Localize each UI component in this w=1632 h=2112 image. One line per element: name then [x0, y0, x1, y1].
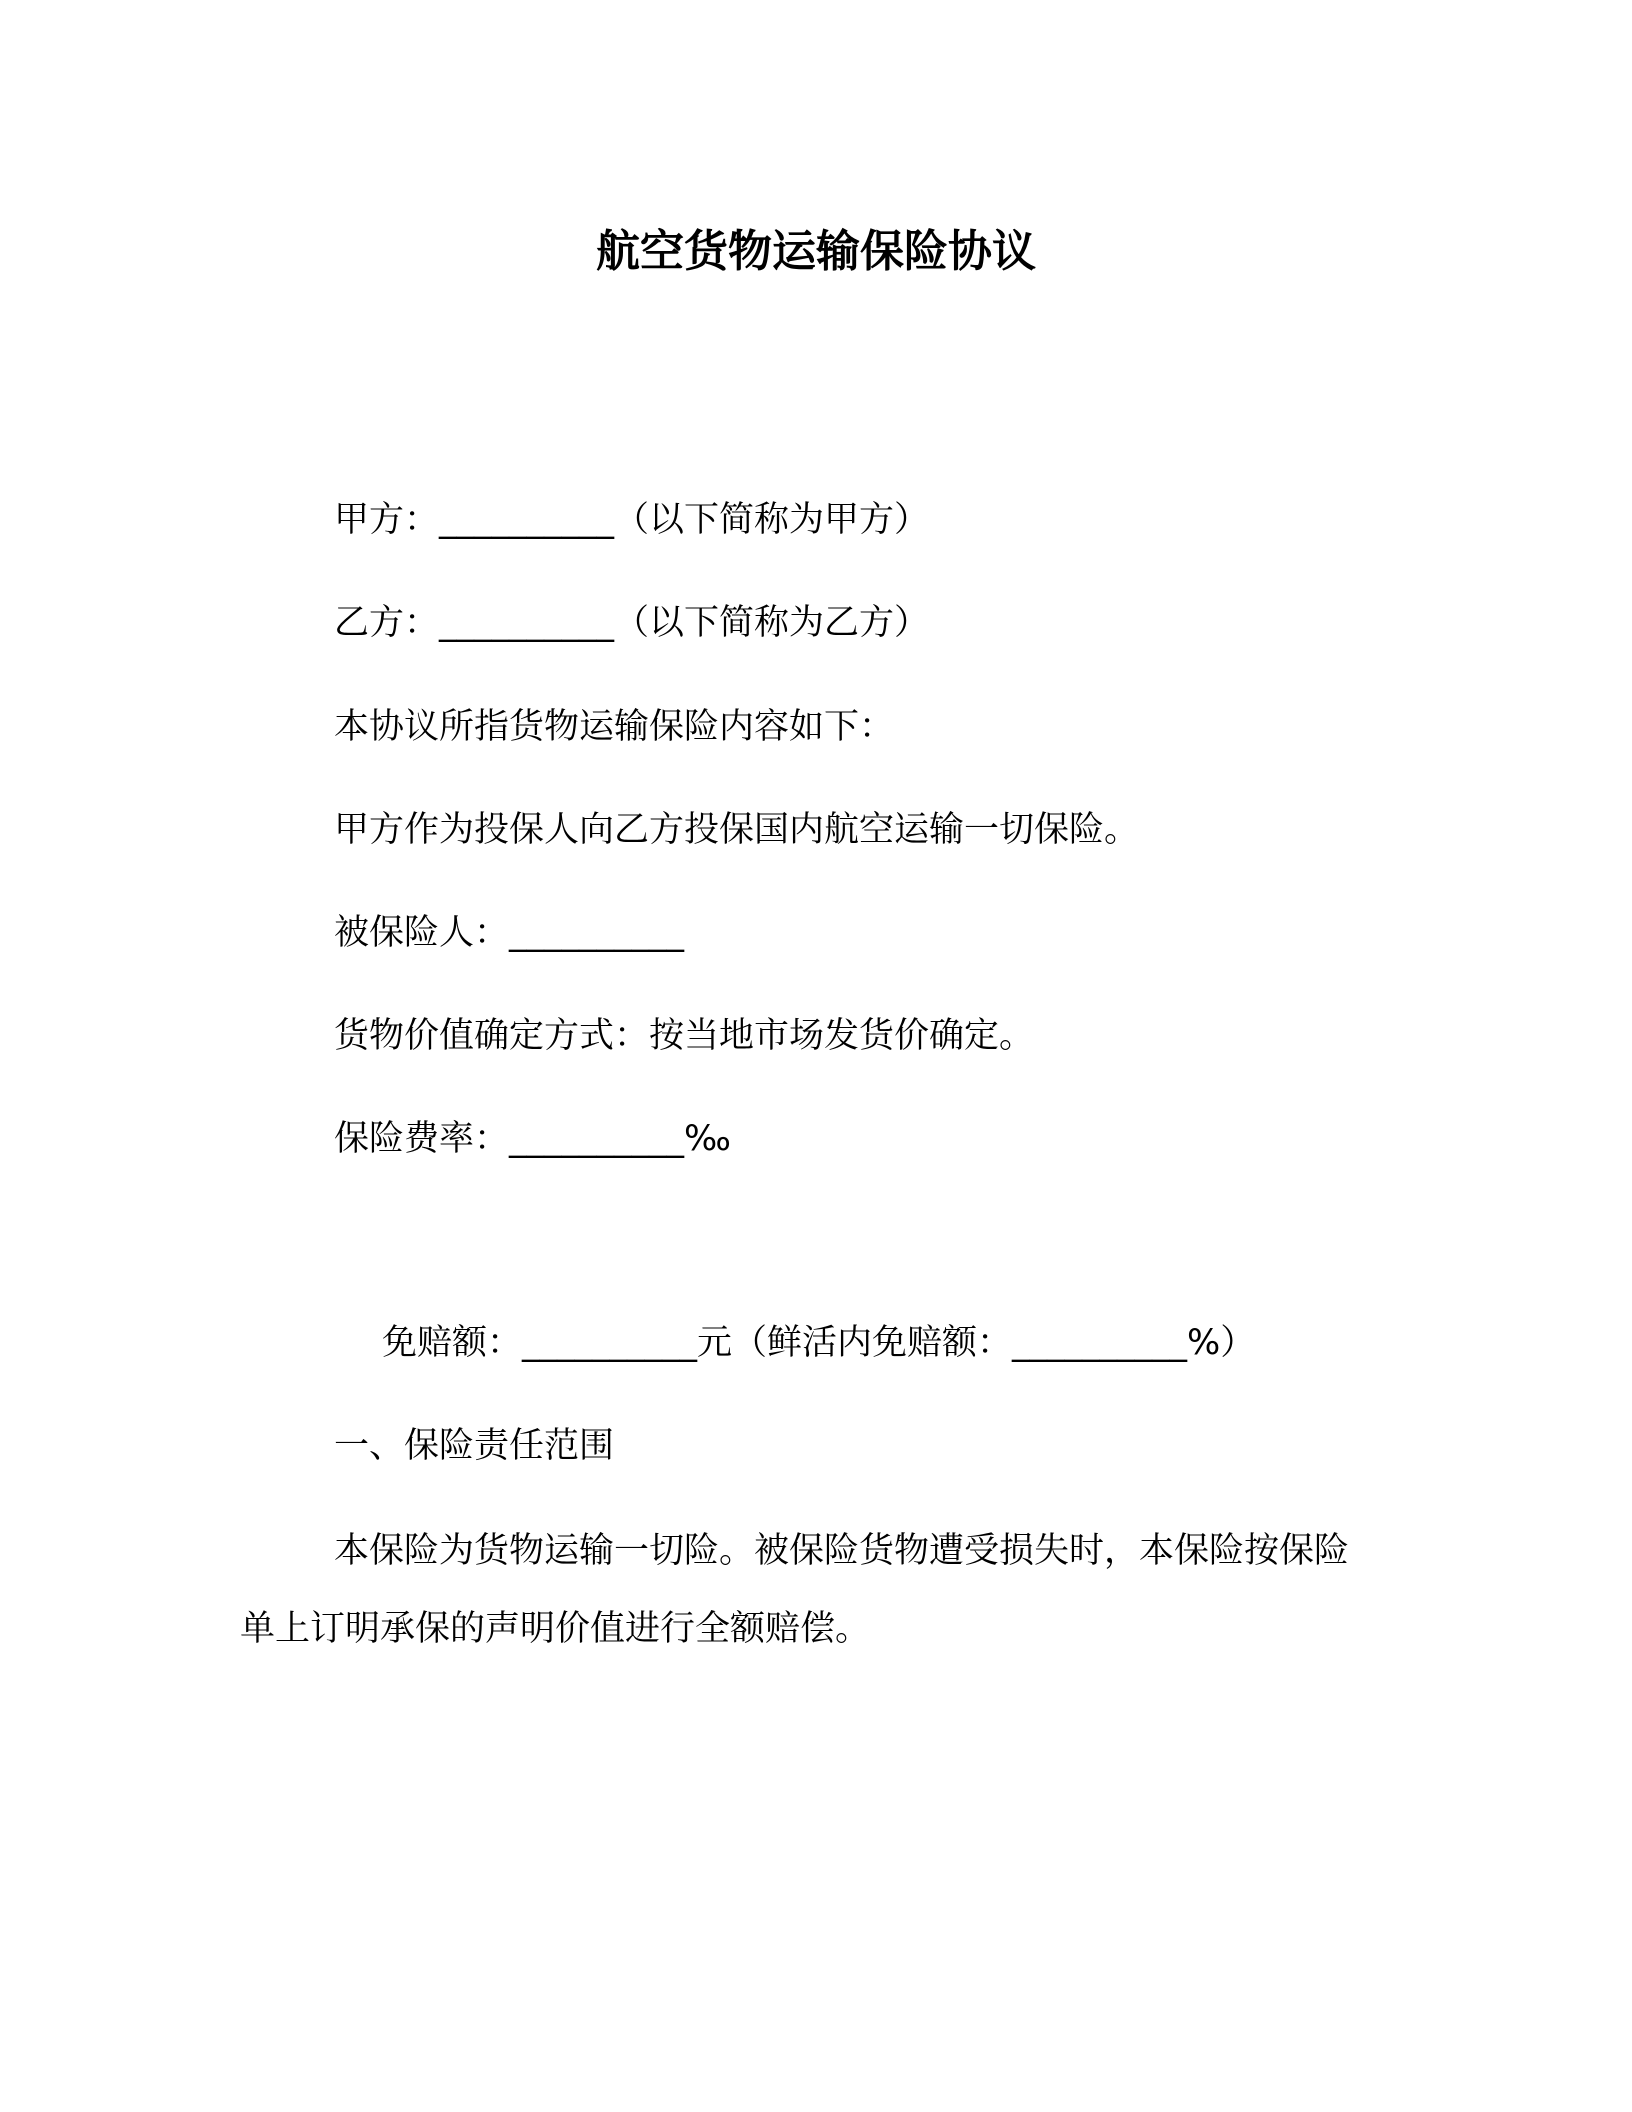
coverage-paragraph: 本保险为货物运输一切险。被保险货物遭受损失时，本保险按保险单上订明承保的声明价值进行全额赔偿。: [240, 1531, 1350, 1649]
insurance-application-line: 甲方作为投保人向乙方投保国内航空运输一切保险。: [334, 810, 1140, 850]
deductible-line: 免赔额：__________元（鲜活内免赔额：__________%）: [382, 1323, 1256, 1363]
party-b-line: 乙方：__________（以下简称为乙方）: [334, 603, 930, 643]
insured-party-line: 被保险人：__________: [334, 913, 685, 953]
section-heading: 一、保险责任范围: [334, 1426, 615, 1466]
cargo-valuation-line: 货物价值确定方式：按当地市场发货价确定。: [334, 1016, 1035, 1056]
party-a-line: 甲方：__________（以下简称为甲方）: [334, 500, 930, 540]
premium-rate-line: 保险费率：__________‰: [334, 1119, 731, 1159]
document-title: 航空货物运输保险协议: [596, 226, 1036, 277]
insurance-content-intro: 本协议所指货物运输保险内容如下：: [334, 707, 895, 747]
